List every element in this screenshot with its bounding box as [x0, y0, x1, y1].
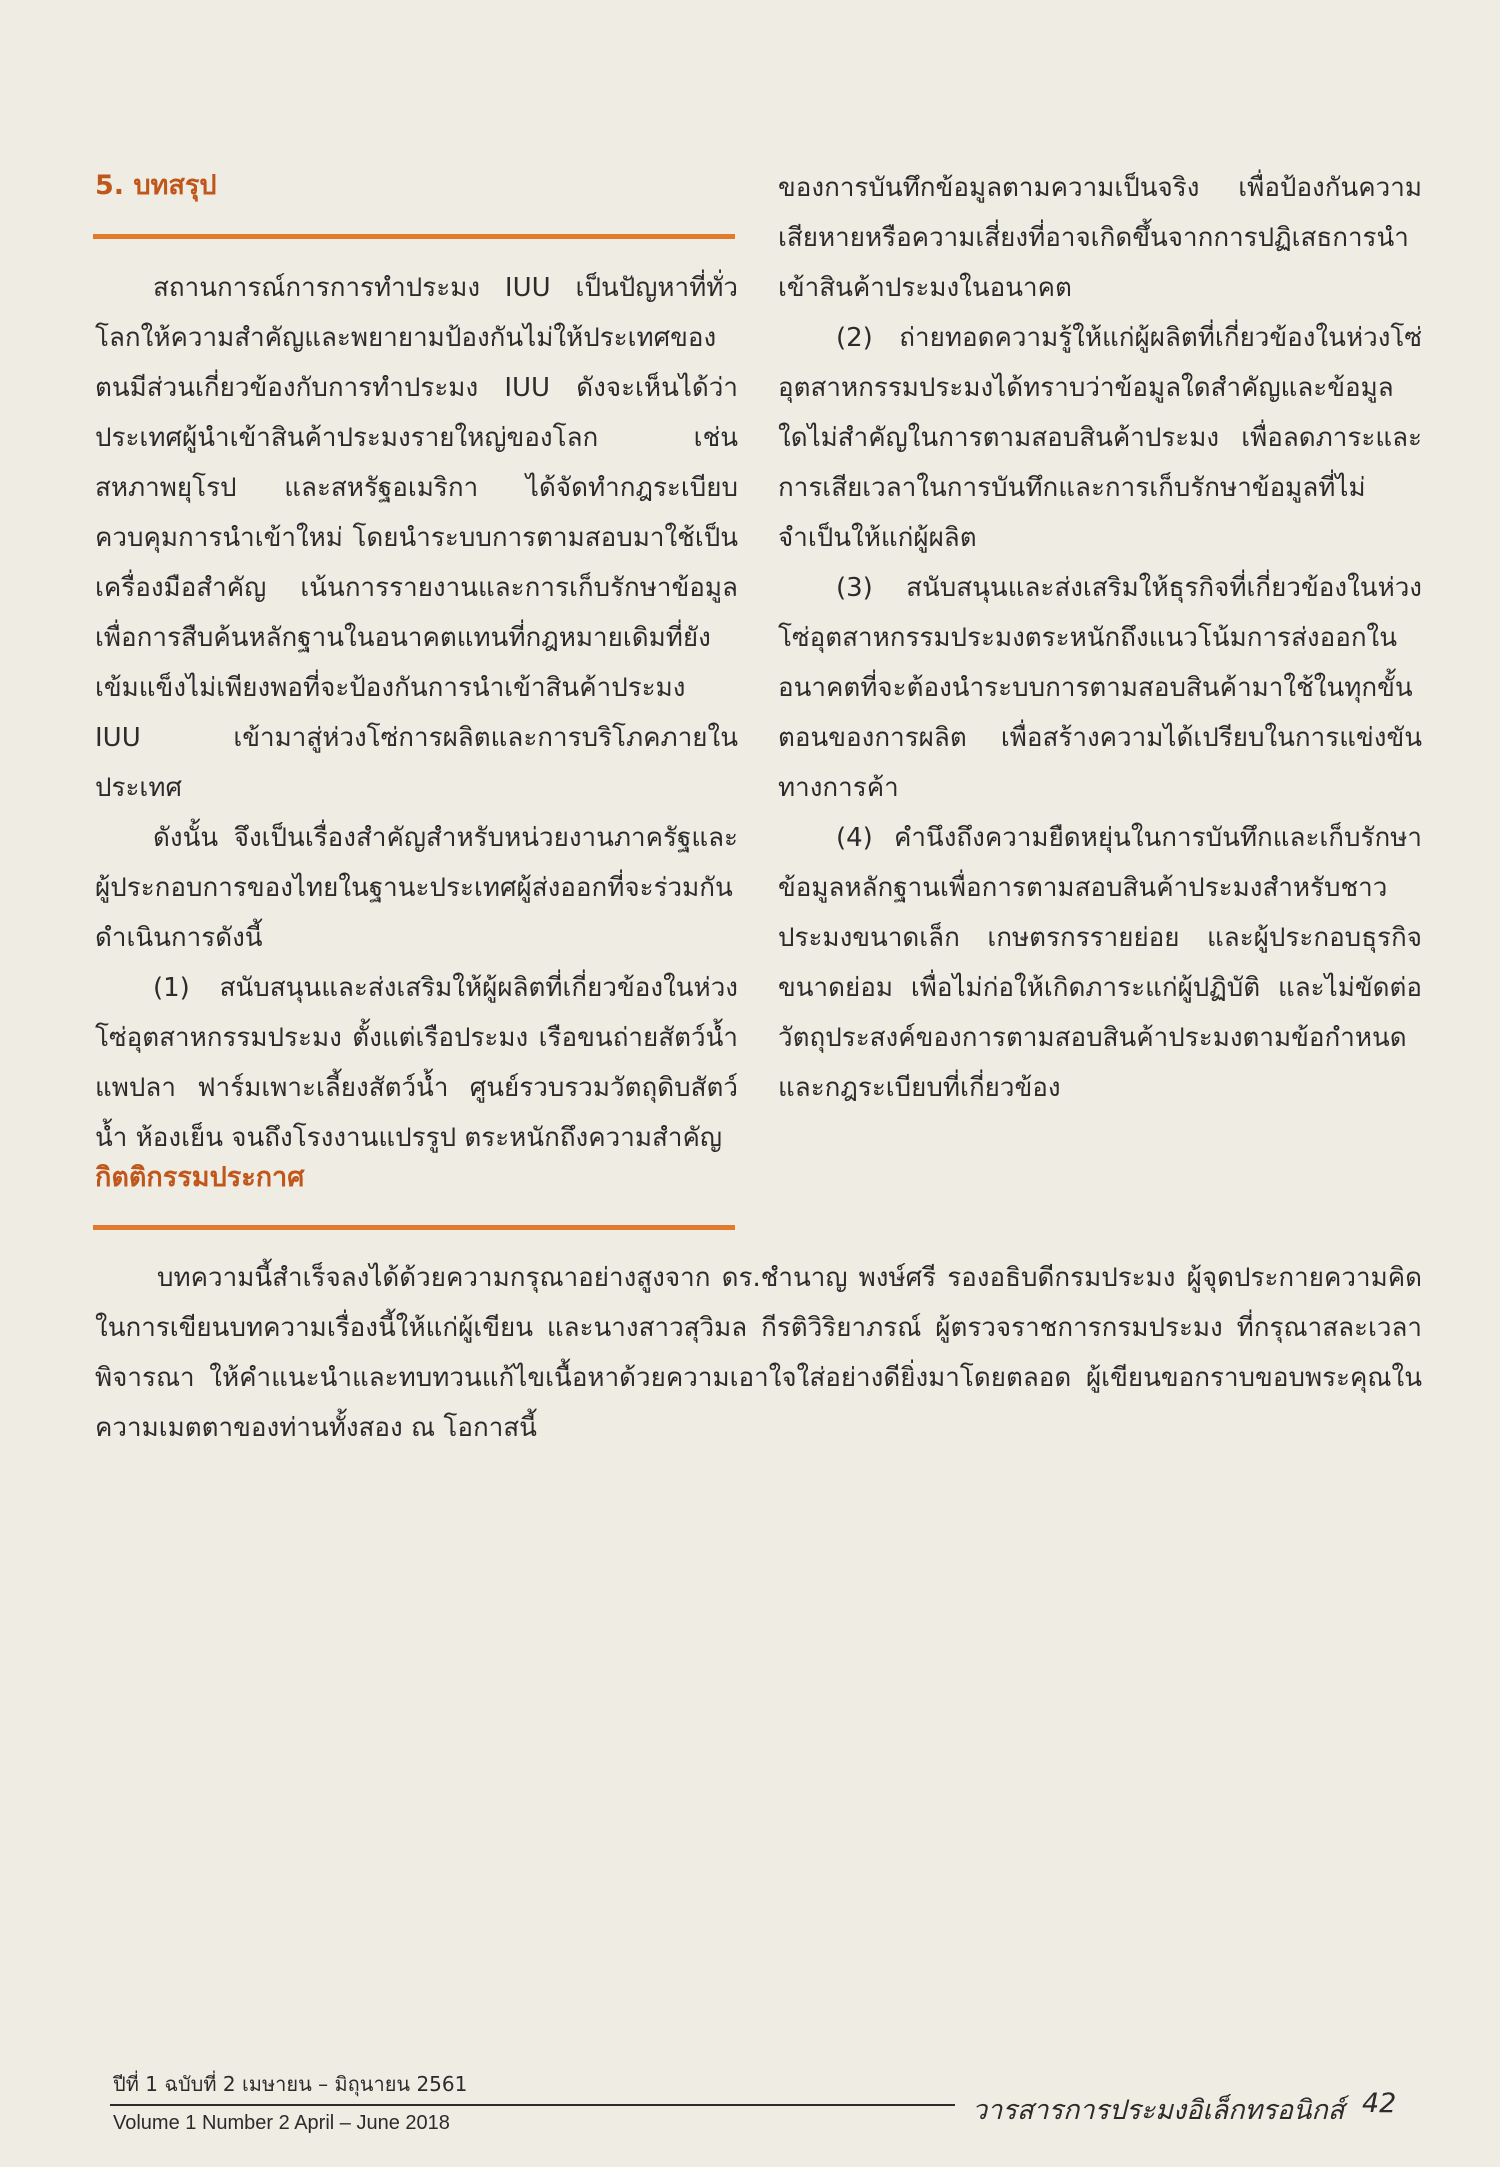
section-heading-conclusion: 5. บทสรุป — [95, 170, 217, 201]
footer-issue-thai: ปีที่ 1 ฉบับที่ 2 เมษายน – มิถุนายน 2561 — [113, 2072, 468, 2096]
footer-issue-english: Volume 1 Number 2 April – June 2018 — [113, 2112, 450, 2134]
conclusion-item-1-continued: ของการบันทึกข้อมูลตามความเป็นจริง เพื่อป้องกันความเสียหายหรือความเสี่ยงที่อาจเกิดขึ้นจากการปฏิเสธการนำเข้าสินค้าประมงในอนาคต — [778, 173, 1422, 303]
section-underline-acknowledgement — [93, 1225, 735, 1230]
section-underline-conclusion — [93, 234, 735, 239]
conclusion-item-4: (4) คำนึงถึงความยืดหยุ่นในการบันทึกและเก็บรักษาข้อมูลหลักฐานเพื่อการตามสอบสินค้าประมงสำหรับชาวประมงขนาดเล็ก เกษตรกรรายย่อย และผู้ประกอบธุรกิจขนาดย่อม เพื่อไม่ก่อให้เกิดภาระแก่ผู้ปฏิบัติ และไม่ขัดต่อวัตถุประสงค์ของการตามสอบสินค้าประมงตามข้อกำหนดและกฎระเบียบที่เกี่ยวข้อง — [778, 823, 1422, 1103]
left-column — [95, 263, 738, 1163]
page-number: 42 — [1362, 2088, 1397, 2119]
acknowledgement-body — [95, 1253, 1422, 1453]
conclusion-paragraph-2: ดังนั้น จึงเป็นเรื่องสำคัญสำหรับหน่วยงานภาครัฐและผู้ประกอบการของไทยในฐานะประเทศผู้ส่งออกที่จะร่วมกันดำเนินการดังนี้ — [95, 823, 738, 953]
footer-journal-name: วารสารการประมงอิเล็กทรอนิกส์ — [972, 2095, 1345, 2126]
conclusion-paragraph-1: สถานการณ์การการทำประมง IUU เป็นปัญหาที่ทั่วโลกให้ความสำคัญและพยายามป้องกันไม่ให้ประเทศของตนมีส่วนเกี่ยวข้องกับการทำประมง IUU ดังจะเห็นได้ว่าประเทศผู้นำเข้าสินค้าประมงรายใหญ่ของโลก เช่น สหภาพยุโรป และสหรัฐอเมริกา ได้จัดทำกฎระเบียบควบคุมการนำเข้าใหม่ โดยนำระบบการตามสอบมาใช้เป็นเครื่องมือสำคัญ เน้นการรายงานและการเก็บรักษาข้อมูลเพื่อการสืบค้นหลักฐานในอนาคตแทนที่กฎหมายเดิมที่ยังเข้มแข็งไม่เพียงพอที่จะป้องกันการนำเข้าสินค้าประมง IUU เข้ามาสู่ห่วงโซ่การผลิตและการบริโภคภายในประเทศ — [95, 273, 738, 803]
acknowledgement-paragraph: บทความนี้สำเร็จลงได้ด้วยความกรุณาอย่างสูงจาก ดร.ชำนาญ พงษ์ศรี รองอธิบดีกรมประมง ผู้จุดประกายความคิดในการเขียนบทความเรื่องนี้ให้แก่ผู้เขียน และนางสาวสุวิมล กีรติวิริยาภรณ์ ผู้ตรวจราชการกรมประมง ที่กรุณาสละเวลาพิจารณา ให้คำแนะนำและทบทวนแก้ไขเนื้อหาด้วยความเอาใจใส่อย่างดียิ่งมาโดยตลอด ผู้เขียนขอกราบขอบพระคุณในความเมตตาของท่านทั้งสอง ณ โอกาสนี้ — [95, 1263, 1422, 1443]
footer-divider — [110, 2104, 955, 2106]
section-heading-acknowledgement: กิตติกรรมประกาศ — [95, 1162, 305, 1193]
conclusion-item-2: (2) ถ่ายทอดความรู้ให้แก่ผู้ผลิตที่เกี่ยวข้องในห่วงโซ่อุตสาหกรรมประมงได้ทราบว่าข้อมูลใดสำคัญและข้อมูลใดไม่สำคัญในการตามสอบสินค้าประมง เพื่อลดภาระและการเสียเวลาในการบันทึกและการเก็บรักษาข้อมูลที่ไม่จำเป็นให้แก่ผู้ผลิต — [778, 323, 1422, 553]
conclusion-item-3: (3) สนับสนุนและส่งเสริมให้ธุรกิจที่เกี่ยวข้องในห่วงโซ่อุตสาหกรรมประมงตระหนักถึงแนวโน้มการส่งออกในอนาคตที่จะต้องนำระบบการตามสอบสินค้ามาใช้ในทุกขั้นตอนของการผลิต เพื่อสร้างความได้เปรียบในการแข่งขันทางการค้า — [778, 573, 1422, 803]
right-column — [778, 163, 1422, 1113]
conclusion-item-1: (1) สนับสนุนและส่งเสริมให้ผู้ผลิตที่เกี่ยวข้องในห่วงโซ่อุตสาหกรรมประมง ตั้งแต่เรือประมง เรือขนถ่ายสัตว์น้ำ แพปลา ฟาร์มเพาะเลี้ยงสัตว์น้ำ ศูนย์รวบรวมวัตถุดิบสัตว์น้ำ ห้องเย็น จนถึงโรงงานแปรรูป ตระหนักถึงความสำคัญ — [95, 973, 738, 1153]
